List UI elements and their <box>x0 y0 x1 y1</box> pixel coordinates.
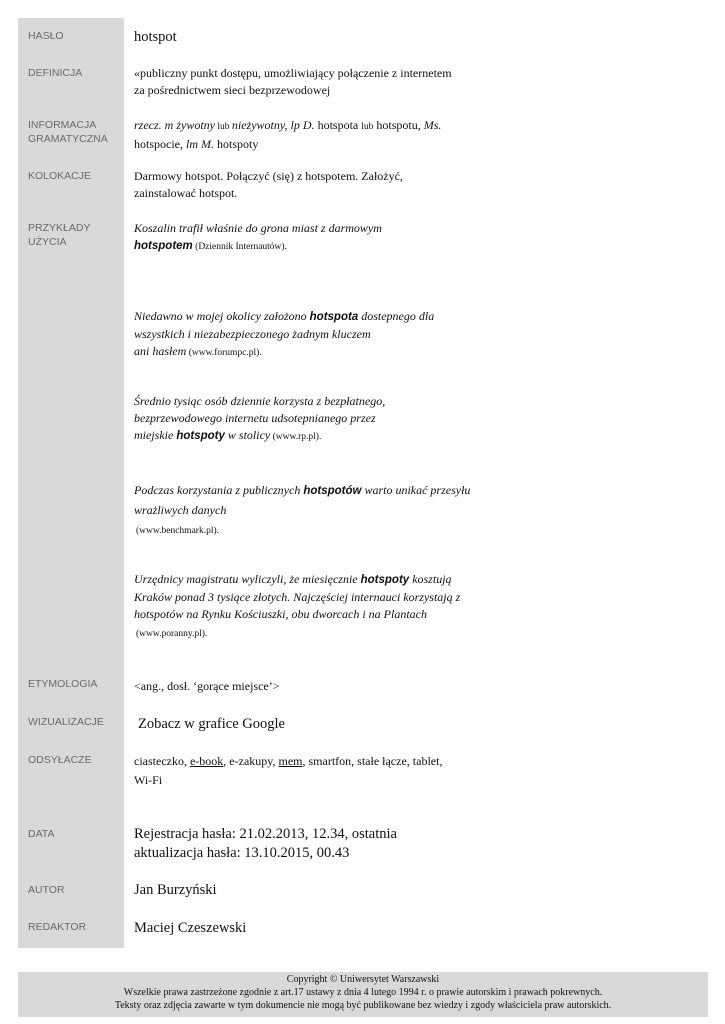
example-line <box>134 520 494 540</box>
example-punct: . <box>284 242 287 252</box>
grammar-part: hotspotu, <box>373 118 424 132</box>
example-line <box>134 308 474 326</box>
example-line <box>134 237 474 256</box>
example-text: kosztują <box>409 572 452 586</box>
footer-notice: Teksty oraz zdjęcia zawarte w tym dokumencie nie mogą być publikowane bez wiedzy i zgody właściciela praw autorskich. <box>114 1000 612 1011</box>
footer-rights: Wszelkie prawa zastrzeżone zgodnie z art.17 ustawy z dnia 4 lutego 1994 r. o prawie autorskim i prawach pokrewnych. <box>123 987 603 998</box>
example-line: bezprzewodowego internetu udsotepnianego przez <box>134 411 376 425</box>
label-autor: AUTOR <box>28 884 65 896</box>
crossref-link-ebook[interactable]: e-book <box>189 754 224 768</box>
example-source: (www.rp.pl) <box>270 432 319 442</box>
definition-line: «publiczny punkt dostępu, umożliwiający połączenie z internetem <box>134 66 452 80</box>
example-headword: hotspotem <box>134 240 193 252</box>
copyright-footer <box>18 972 708 1017</box>
example-text: Niedawno w mojej okolicy założono <box>134 309 310 323</box>
usage-example-2 <box>134 308 474 362</box>
example-line <box>134 427 474 446</box>
usage-example-5 <box>134 571 494 643</box>
example-line: wszystkich i niezabezpieczonego żadnym kluczem <box>134 327 371 341</box>
example-line <box>134 624 494 643</box>
example-text: Urzędnicy magistratu wyliczyli, że miesięcznie <box>134 572 361 586</box>
grammar-part: hotspocie, <box>134 137 186 151</box>
example-source: (Dziennik Internautów) <box>192 242 285 252</box>
usage-example-3 <box>134 393 474 446</box>
example-source: (www.poranny.pl) <box>136 629 205 639</box>
example-line: hotspotów na Rynku Kościuszki, obu dworcach i na Plantach <box>134 607 427 621</box>
example-text: dostepnego dla <box>358 309 435 323</box>
example-source: (www.benchmark.pl) <box>136 526 217 536</box>
label-line: UŻYCIA <box>28 236 67 248</box>
collocations-line: zainstalować hotspot. <box>134 186 238 200</box>
example-headword: hotspoty <box>360 574 410 586</box>
example-punct: . <box>216 526 220 536</box>
example-text: warto unikać przesyłu <box>361 483 471 497</box>
definition-line: za pośrednictwem sieci bezprzewodowej <box>134 83 331 97</box>
grammar-part: nieżywotny, lp D. <box>231 118 315 132</box>
crossref-text: ciasteczko, <box>134 754 190 768</box>
example-punct: . <box>318 432 322 442</box>
date-line: Rejestracja hasła: 21.02.2013, 12.34, ostatnia <box>134 826 397 842</box>
etymology: <ang., dosł. ‘gorące miejsce’> <box>134 679 280 693</box>
label-haslo: HASŁO <box>28 30 64 42</box>
example-headword: hotspota <box>309 311 359 323</box>
label-wizualizacje: WIZUALIZACJE <box>28 716 104 728</box>
example-text: ani hasłem <box>134 344 187 358</box>
example-punct: . <box>259 348 262 358</box>
grammar-part: rzecz. m żywotny <box>134 118 215 132</box>
date-line: aktualizacja hasła: 13.10.2015, 00.43 <box>134 845 350 861</box>
definition <box>134 65 474 99</box>
editor-name: Maciej Czeszewski <box>134 920 247 936</box>
crossref-line <box>134 753 474 770</box>
grammar-info <box>134 117 474 153</box>
crossref-text: , e-zakupy, <box>223 754 279 768</box>
crossref-link-mem[interactable]: mem <box>278 754 303 768</box>
example-text: w stolicy <box>224 428 271 442</box>
label-line: GRAMATYCZNA <box>28 133 108 145</box>
label-informacja-gramatyczna <box>28 118 123 146</box>
label-odsylacze: ODSYŁACZE <box>28 754 92 766</box>
collocations-line: Darmowy hotspot. Połączyć (się) z hotspotem. Założyć, <box>134 169 403 183</box>
example-line: Średnio tysiąc osób dziennie korzysta z bezpłatnego, <box>134 394 386 408</box>
grammar-line <box>134 136 474 153</box>
footer-copyright: Copyright © Uniwersytet Warszawski <box>286 974 440 985</box>
grammar-part: hotspoty <box>214 137 259 151</box>
example-line <box>134 571 494 589</box>
example-line <box>134 343 474 362</box>
example-text: miejskie <box>134 428 177 442</box>
example-line: Kraków ponad 3 tysiące złotych. Najczęściej internauci korzystają z <box>134 590 461 604</box>
label-etymologia: ETYMOLOGIA <box>28 678 98 690</box>
example-headword: hotspoty <box>176 430 225 442</box>
grammar-part: Ms. <box>423 118 442 132</box>
label-column <box>18 18 124 948</box>
example-headword: hotspotów <box>303 485 362 497</box>
example-source: (www.forumpc.pl) <box>186 348 260 358</box>
grammar-part: lub <box>361 122 374 132</box>
label-line: PRZYKŁADY <box>28 222 91 234</box>
example-punct: . <box>204 629 208 639</box>
headword: hotspot <box>134 29 177 45</box>
crossref-line: Wi-Fi <box>134 773 163 787</box>
label-przyklady-uzycia <box>28 221 123 249</box>
label-kolokacje: KOLOKACJE <box>28 170 92 182</box>
label-line: INFORMACJA <box>28 119 97 131</box>
label-definicja: DEFINICJA <box>28 67 83 79</box>
example-line <box>134 481 494 500</box>
usage-example-4 <box>134 481 494 540</box>
entry-dates <box>134 825 514 863</box>
grammar-part: lub <box>215 122 232 132</box>
author-name: Jan Burzyński <box>134 882 217 898</box>
example-line: wrażliwych danych <box>134 503 227 517</box>
label-redaktor: REDAKTOR <box>28 921 87 933</box>
grammar-part: hotspota <box>314 118 362 132</box>
grammar-line <box>134 117 474 136</box>
crossref-text: , smartfon, stałe łącze, tablet, <box>302 754 443 768</box>
example-line: Koszalin trafił właśnie do grona miast z darmowym <box>134 221 382 235</box>
usage-example-1 <box>134 220 474 256</box>
example-text: Podczas korzystania z publicznych <box>134 483 304 497</box>
google-images-link[interactable]: Zobacz w grafice Google <box>138 716 285 732</box>
label-data: DATA <box>28 828 55 840</box>
collocations <box>134 168 474 202</box>
grammar-part: lm M. <box>186 137 214 151</box>
cross-references <box>134 753 474 789</box>
